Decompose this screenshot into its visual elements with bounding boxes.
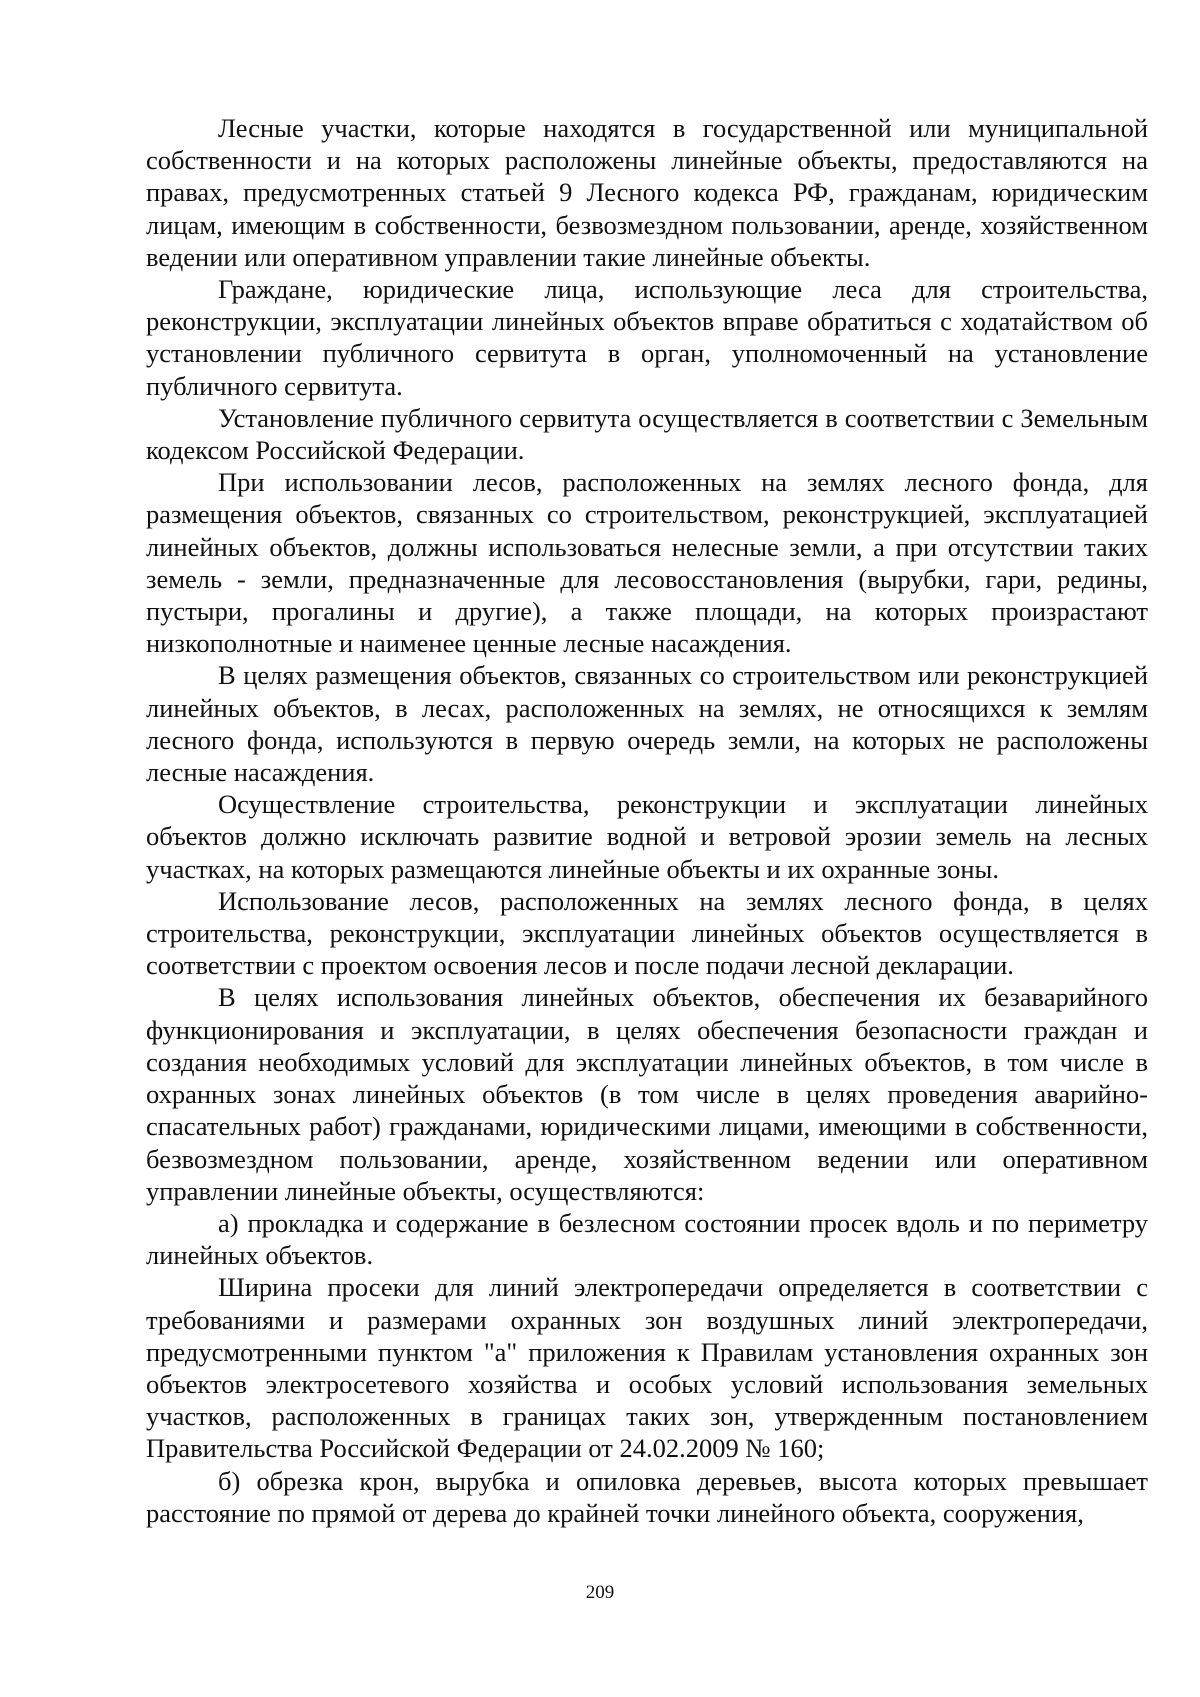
paragraph-3: Установление публичного сервитута осуществляется в соответствии с Земельным кодексом Российской Федерации. xyxy=(146,402,1148,466)
paragraph-2: Граждане, юридические лица, использующие леса для строительства, реконструкции, эксплуатации линейных объектов вправе обратиться с ходатайством об установлении публичного сервитута в орган, уполномоченный на установление публичного сервитута. xyxy=(146,274,1148,401)
paragraph-10: Ширина просеки для линий электропередачи определяется в соответствии с требованиями и размерами охранных зон воздушных линий электропередачи, предусмотренными пунктом "а" приложения к Правилам установления охранных зон объектов электросетевого хозяйства и особых условий использования земельных участков, расположенных в границах таких зон, утвержденным постановлением Правительства Российской Федерации от 24.02.2009 № 160; xyxy=(146,1272,1148,1464)
paragraph-9: а) прокладка и содержание в безлесном состоянии просек вдоль и по периметру линейных объектов. xyxy=(146,1207,1148,1271)
paragraph-1: Лесные участки, которые находятся в государственной или муниципальной собственности и на которых расположены линейные объекты, предоставляются на правах, предусмотренных статьей 9 Лесного кодекса РФ, гражданам, юридическим лицам, имеющим в собственности, безвозмездном пользовании, аренде, хозяйственном ведении или оперативном управлении такие линейные объекты. xyxy=(146,113,1148,272)
paragraph-6: Осуществление строительства, реконструкции и эксплуатации линейных объектов должно исключать развитие водной и ветровой эрозии земель на лесных участках, на которых размещаются линейные объекты и их охранные зоны. xyxy=(146,789,1148,884)
paragraph-8: В целях использования линейных объектов, обеспечения их безаварийного функционирования и эксплуатации, в целях обеспечения безопасности граждан и создания необходимых условий для эксплуатации линейных объектов, в том числе в охранных зонах линейных объектов (в том числе в целях проведения аварийно-спасательных работ) гражданами, юридическими лицами, имеющими в собственности, безвозмездном пользовании, аренде, хозяйственном ведении или оперативном управлении линейные объекты, осуществляются: xyxy=(146,982,1148,1206)
paragraph-5: В целях размещения объектов, связанных со строительством или реконструкцией линейных объектов, в лесах, расположенных на землях, не относящихся к землям лесного фонда, используются в первую очередь земли, на которых не расположены лесные насаждения. xyxy=(146,660,1148,788)
page-number: 209 xyxy=(585,1582,615,1603)
paragraph-4: При использовании лесов, расположенных на землях лесного фонда, для размещения объектов, связанных со строительством, реконструкцией, эксплуатацией линейных объектов, должны использоваться нелесные земли, а при отсутствии таких земель - земли, предназначенные для лесовосстановления (вырубки, гари, редины, пустыри, прогалины и другие), а также площади, на которых произрастают низкополнотные и наименее ценные лесные насаждения. xyxy=(146,467,1148,659)
paragraph-11: б) обрезка крон, вырубка и опиловка деревьев, высота которых превышает расстояние по прямой от дерева до крайней точки линейного объекта, сооружения, xyxy=(146,1465,1148,1528)
document-body xyxy=(146,112,1148,1529)
paragraph-7: Использование лесов, расположенных на землях лесного фонда, в целях строительства, реконструкции, эксплуатации линейных объектов осуществляется в соответствии с проектом освоения лесов и после подачи лесной декларации. xyxy=(146,885,1148,981)
